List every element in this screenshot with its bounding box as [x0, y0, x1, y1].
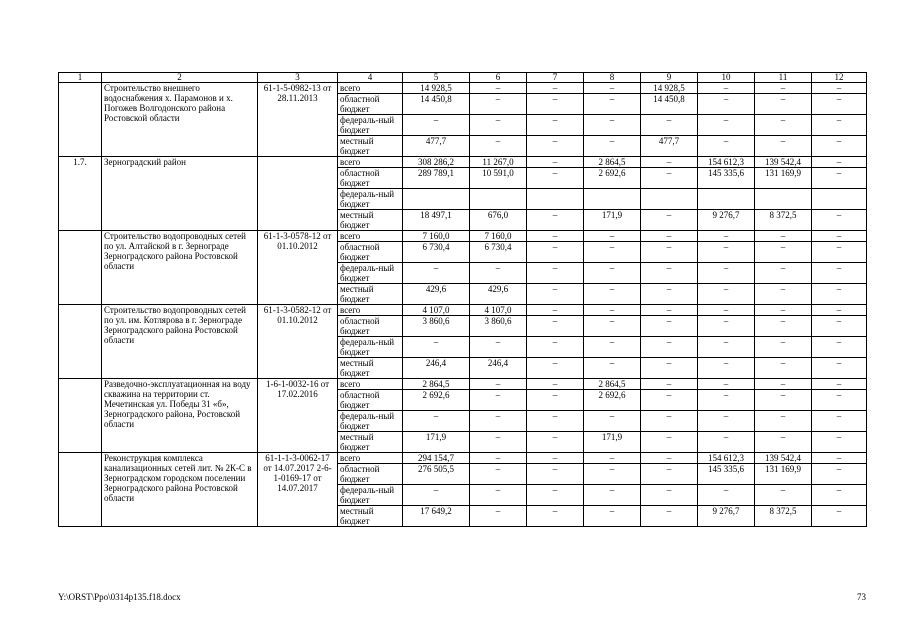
amount-cell: – [812, 242, 867, 263]
amount-cell: – [812, 453, 867, 464]
amount-cell [584, 189, 641, 210]
amount-cell: – [403, 411, 470, 432]
funding-source: местный бюджет [338, 284, 403, 305]
column-header: 12 [812, 73, 867, 83]
amount-cell: 139 542,4 [755, 453, 812, 464]
amount-cell: – [527, 210, 584, 231]
amount-cell: – [755, 485, 812, 506]
amount-cell: – [527, 305, 584, 316]
funding-source: федераль-ный бюджет [338, 263, 403, 284]
object-name: Строительство водопроводных сетей по ул. Алтайской в г. Зернограде Зерноградского района Ростовской области [102, 231, 258, 305]
amount-cell: – [812, 115, 867, 136]
expertise-conclusion: 61-1-3-0578-12 от 01.10.2012 [258, 231, 338, 305]
amount-cell: 14 450,8 [403, 94, 470, 115]
table-row [59, 157, 867, 168]
amount-cell: 2 864,5 [584, 157, 641, 168]
amount-cell: – [527, 358, 584, 379]
amount-cell: 14 928,5 [641, 83, 698, 94]
file-path: Y:\ORST\Ppo\0314p135.f18.docx [58, 592, 181, 602]
amount-cell: – [698, 83, 755, 94]
amount-cell [403, 189, 470, 210]
amount-cell: 289 789,1 [403, 168, 470, 189]
column-header: 7 [527, 73, 584, 83]
item-number [59, 453, 102, 527]
amount-cell: 154 612,3 [698, 157, 755, 168]
amount-cell: 276 505,5 [403, 464, 470, 485]
item-number [59, 83, 102, 157]
amount-cell: 171,9 [584, 210, 641, 231]
funding-source: всего [338, 379, 403, 390]
amount-cell: – [755, 390, 812, 411]
amount-cell: – [527, 390, 584, 411]
funding-source: областной бюджет [338, 242, 403, 263]
amount-cell: – [755, 263, 812, 284]
page-number: 73 [857, 592, 866, 602]
amount-cell: – [527, 157, 584, 168]
amount-cell: – [584, 284, 641, 305]
amount-cell: – [755, 94, 812, 115]
funding-source: федераль-ный бюджет [338, 485, 403, 506]
amount-cell: – [584, 94, 641, 115]
funding-source: федераль-ный бюджет [338, 189, 403, 210]
amount-cell: – [527, 136, 584, 157]
amount-cell: – [698, 411, 755, 432]
amount-cell: – [641, 284, 698, 305]
amount-cell: 429,6 [403, 284, 470, 305]
amount-cell: – [755, 316, 812, 337]
column-header: 11 [755, 73, 812, 83]
amount-cell: 9 276,7 [698, 210, 755, 231]
amount-cell: – [527, 453, 584, 464]
amount-cell: – [641, 231, 698, 242]
amount-cell: 14 450,8 [641, 94, 698, 115]
amount-cell: – [812, 411, 867, 432]
funding-source: всего [338, 453, 403, 464]
funding-source: местный бюджет [338, 136, 403, 157]
amount-cell: – [584, 83, 641, 94]
amount-cell: – [584, 316, 641, 337]
amount-cell: – [812, 263, 867, 284]
amount-cell: 11 267,0 [470, 157, 527, 168]
amount-cell: – [812, 379, 867, 390]
amount-cell: 18 497,1 [403, 210, 470, 231]
funding-source: областной бюджет [338, 316, 403, 337]
funding-source: всего [338, 231, 403, 242]
amount-cell: – [812, 168, 867, 189]
amount-cell: – [527, 379, 584, 390]
header-row [59, 73, 867, 83]
item-number: 1.7. [59, 157, 102, 231]
amount-cell: – [698, 231, 755, 242]
column-header: 8 [584, 73, 641, 83]
column-header: 4 [338, 73, 403, 83]
table-row [59, 83, 867, 94]
amount-cell: 8 372,5 [755, 210, 812, 231]
amount-cell: – [641, 115, 698, 136]
amount-cell: – [698, 94, 755, 115]
amount-cell: 171,9 [403, 432, 470, 453]
amount-cell: – [470, 432, 527, 453]
funding-source: федераль-ный бюджет [338, 411, 403, 432]
funding-source: местный бюджет [338, 432, 403, 453]
amount-cell: – [584, 485, 641, 506]
amount-cell: 154 612,3 [698, 453, 755, 464]
amount-cell: – [698, 115, 755, 136]
amount-cell [698, 189, 755, 210]
amount-cell: – [403, 115, 470, 136]
expertise-conclusion: 61-1-3-0582-12 от 01.10.2012 [258, 305, 338, 379]
amount-cell: 246,4 [470, 358, 527, 379]
amount-cell: – [470, 115, 527, 136]
amount-cell: – [641, 379, 698, 390]
amount-cell: – [698, 316, 755, 337]
object-name: Строительство водопроводных сетей по ул. им. Котлярова в г. Зернограде Зерноградского района Ростовской области [102, 305, 258, 379]
amount-cell: – [527, 263, 584, 284]
amount-cell: – [812, 464, 867, 485]
column-header: 5 [403, 73, 470, 83]
amount-cell: – [403, 337, 470, 358]
amount-cell: 2 864,5 [403, 379, 470, 390]
amount-cell: 6 730,4 [403, 242, 470, 263]
amount-cell: – [755, 432, 812, 453]
funding-source: всего [338, 157, 403, 168]
amount-cell [812, 189, 867, 210]
amount-cell: – [527, 316, 584, 337]
amount-cell: – [755, 411, 812, 432]
amount-cell: – [698, 263, 755, 284]
amount-cell: – [812, 94, 867, 115]
amount-cell: – [812, 136, 867, 157]
amount-cell: – [698, 284, 755, 305]
table-row [59, 231, 867, 242]
amount-cell: 246,4 [403, 358, 470, 379]
amount-cell: – [698, 242, 755, 263]
amount-cell: – [470, 83, 527, 94]
amount-cell: – [641, 453, 698, 464]
table-row [59, 379, 867, 390]
amount-cell: – [755, 83, 812, 94]
amount-cell: 477,7 [641, 136, 698, 157]
expertise-conclusion [258, 157, 338, 231]
amount-cell: 14 928,5 [403, 83, 470, 94]
amount-cell: – [641, 242, 698, 263]
amount-cell: – [698, 485, 755, 506]
amount-cell: – [641, 337, 698, 358]
column-header: 2 [102, 73, 258, 83]
amount-cell: – [470, 94, 527, 115]
amount-cell: – [641, 464, 698, 485]
funding-source: областной бюджет [338, 168, 403, 189]
funding-source: местный бюджет [338, 210, 403, 231]
amount-cell: 6 730,4 [470, 242, 527, 263]
amount-cell: – [641, 358, 698, 379]
amount-cell: 2 692,6 [403, 390, 470, 411]
amount-cell: – [584, 506, 641, 527]
amount-cell: 2 864,5 [584, 379, 641, 390]
amount-cell: – [403, 263, 470, 284]
amount-cell: – [755, 337, 812, 358]
amount-cell: – [755, 358, 812, 379]
amount-cell: 171,9 [584, 432, 641, 453]
amount-cell: – [527, 485, 584, 506]
amount-cell: – [641, 390, 698, 411]
amount-cell: – [584, 305, 641, 316]
amount-cell: – [527, 168, 584, 189]
amount-cell: – [698, 337, 755, 358]
object-name: Строительство внешнего водоснабжения х. Парамонов и х. Погожев Волгодонского района Ростовской области [102, 83, 258, 157]
object-name: Разведочно-эксплуатационная на воду скважина на территории ст. Мечетинская ул. Победы 31 «б», Зерноградского района, Ростовской области [102, 379, 258, 453]
amount-cell: 8 372,5 [755, 506, 812, 527]
amount-cell: 145 335,6 [698, 464, 755, 485]
amount-cell [470, 189, 527, 210]
amount-cell: 131 169,9 [755, 168, 812, 189]
amount-cell: – [527, 284, 584, 305]
funding-source: всего [338, 83, 403, 94]
amount-cell: – [812, 210, 867, 231]
amount-cell: 9 276,7 [698, 506, 755, 527]
item-number [59, 305, 102, 379]
amount-cell: – [812, 337, 867, 358]
expertise-conclusion: 61-1-5-0982-13 от 28.11.2013 [258, 83, 338, 157]
amount-cell: – [641, 305, 698, 316]
amount-cell: – [755, 379, 812, 390]
amount-cell: – [641, 316, 698, 337]
amount-cell: – [527, 231, 584, 242]
amount-cell: 2 692,6 [584, 390, 641, 411]
amount-cell: – [812, 485, 867, 506]
amount-cell: – [812, 157, 867, 168]
amount-cell: – [470, 485, 527, 506]
amount-cell: 145 335,6 [698, 168, 755, 189]
amount-cell: – [584, 115, 641, 136]
amount-cell: – [755, 136, 812, 157]
amount-cell: – [527, 94, 584, 115]
amount-cell: 139 542,4 [755, 157, 812, 168]
amount-cell: 477,7 [403, 136, 470, 157]
amount-cell: – [755, 305, 812, 316]
amount-cell: 676,0 [470, 210, 527, 231]
amount-cell: – [527, 337, 584, 358]
amount-cell: – [527, 432, 584, 453]
amount-cell: 294 154,7 [403, 453, 470, 464]
amount-cell: 3 860,6 [470, 316, 527, 337]
amount-cell: 7 160,0 [403, 231, 470, 242]
amount-cell: – [812, 390, 867, 411]
funding-source: местный бюджет [338, 506, 403, 527]
column-header: 1 [59, 73, 102, 83]
amount-cell: – [584, 263, 641, 284]
amount-cell: – [698, 390, 755, 411]
amount-cell: – [641, 210, 698, 231]
amount-cell: – [812, 83, 867, 94]
amount-cell: – [527, 506, 584, 527]
funding-source: федераль-ный бюджет [338, 337, 403, 358]
amount-cell: – [584, 411, 641, 432]
amount-cell: – [584, 358, 641, 379]
item-number [59, 379, 102, 453]
amount-cell: – [527, 83, 584, 94]
item-number [59, 231, 102, 305]
amount-cell: 4 107,0 [403, 305, 470, 316]
amount-cell: – [470, 136, 527, 157]
budget-table [58, 72, 867, 527]
amount-cell: – [812, 231, 867, 242]
amount-cell: – [584, 337, 641, 358]
amount-cell: – [698, 358, 755, 379]
funding-source: областной бюджет [338, 390, 403, 411]
amount-cell: 4 107,0 [470, 305, 527, 316]
object-name: Реконструкция комплекса канализационных сетей лит. № 2К-С в Зерноградском городском поселении Зерноградского района Ростовской области [102, 453, 258, 527]
amount-cell: – [641, 411, 698, 432]
column-header: 10 [698, 73, 755, 83]
amount-cell: – [698, 379, 755, 390]
amount-cell: – [755, 242, 812, 263]
column-header: 9 [641, 73, 698, 83]
amount-cell: – [470, 337, 527, 358]
amount-cell: – [584, 464, 641, 485]
amount-cell: – [584, 453, 641, 464]
amount-cell: – [641, 506, 698, 527]
table-row [59, 305, 867, 316]
amount-cell: – [812, 305, 867, 316]
amount-cell: – [403, 485, 470, 506]
funding-source: областной бюджет [338, 464, 403, 485]
table-body [59, 83, 867, 527]
funding-source: областной бюджет [338, 94, 403, 115]
amount-cell: – [812, 284, 867, 305]
object-name: Зерноградский район [102, 157, 258, 231]
amount-cell: 17 649,2 [403, 506, 470, 527]
amount-cell: – [470, 453, 527, 464]
amount-cell: – [641, 168, 698, 189]
amount-cell: – [641, 485, 698, 506]
amount-cell: 2 692,6 [584, 168, 641, 189]
amount-cell: – [470, 379, 527, 390]
amount-cell: 7 160,0 [470, 231, 527, 242]
funding-source: федераль-ный бюджет [338, 115, 403, 136]
table-row [59, 453, 867, 464]
amount-cell: – [527, 464, 584, 485]
amount-cell: – [812, 432, 867, 453]
amount-cell: – [470, 464, 527, 485]
amount-cell: 3 860,6 [403, 316, 470, 337]
amount-cell [755, 189, 812, 210]
amount-cell [527, 189, 584, 210]
amount-cell: – [755, 231, 812, 242]
amount-cell: – [812, 358, 867, 379]
amount-cell: – [698, 432, 755, 453]
amount-cell: – [470, 263, 527, 284]
expertise-conclusion: 1-6-1-0032-16 от 17.02.2016 [258, 379, 338, 453]
funding-source: всего [338, 305, 403, 316]
amount-cell: – [641, 263, 698, 284]
amount-cell: 429,6 [470, 284, 527, 305]
amount-cell: – [470, 506, 527, 527]
amount-cell: – [812, 316, 867, 337]
amount-cell: 10 591,0 [470, 168, 527, 189]
amount-cell: – [641, 432, 698, 453]
column-header: 3 [258, 73, 338, 83]
amount-cell: 308 286,2 [403, 157, 470, 168]
amount-cell: – [755, 115, 812, 136]
amount-cell: – [755, 284, 812, 305]
amount-cell: – [812, 506, 867, 527]
expertise-conclusion: 61-1-1-3-0062-17 от 14.07.2017 2-6-1-0169-17 от 14.07.2017 [258, 453, 338, 527]
funding-source: местный бюджет [338, 358, 403, 379]
amount-cell: – [698, 136, 755, 157]
amount-cell: – [470, 390, 527, 411]
amount-cell: – [584, 242, 641, 263]
amount-cell: – [527, 242, 584, 263]
amount-cell: – [470, 411, 527, 432]
amount-cell: 131 169,9 [755, 464, 812, 485]
amount-cell: – [527, 115, 584, 136]
amount-cell: – [584, 231, 641, 242]
amount-cell: – [527, 411, 584, 432]
amount-cell [641, 189, 698, 210]
amount-cell: – [698, 305, 755, 316]
amount-cell: – [584, 136, 641, 157]
column-header: 6 [470, 73, 527, 83]
amount-cell: – [641, 157, 698, 168]
